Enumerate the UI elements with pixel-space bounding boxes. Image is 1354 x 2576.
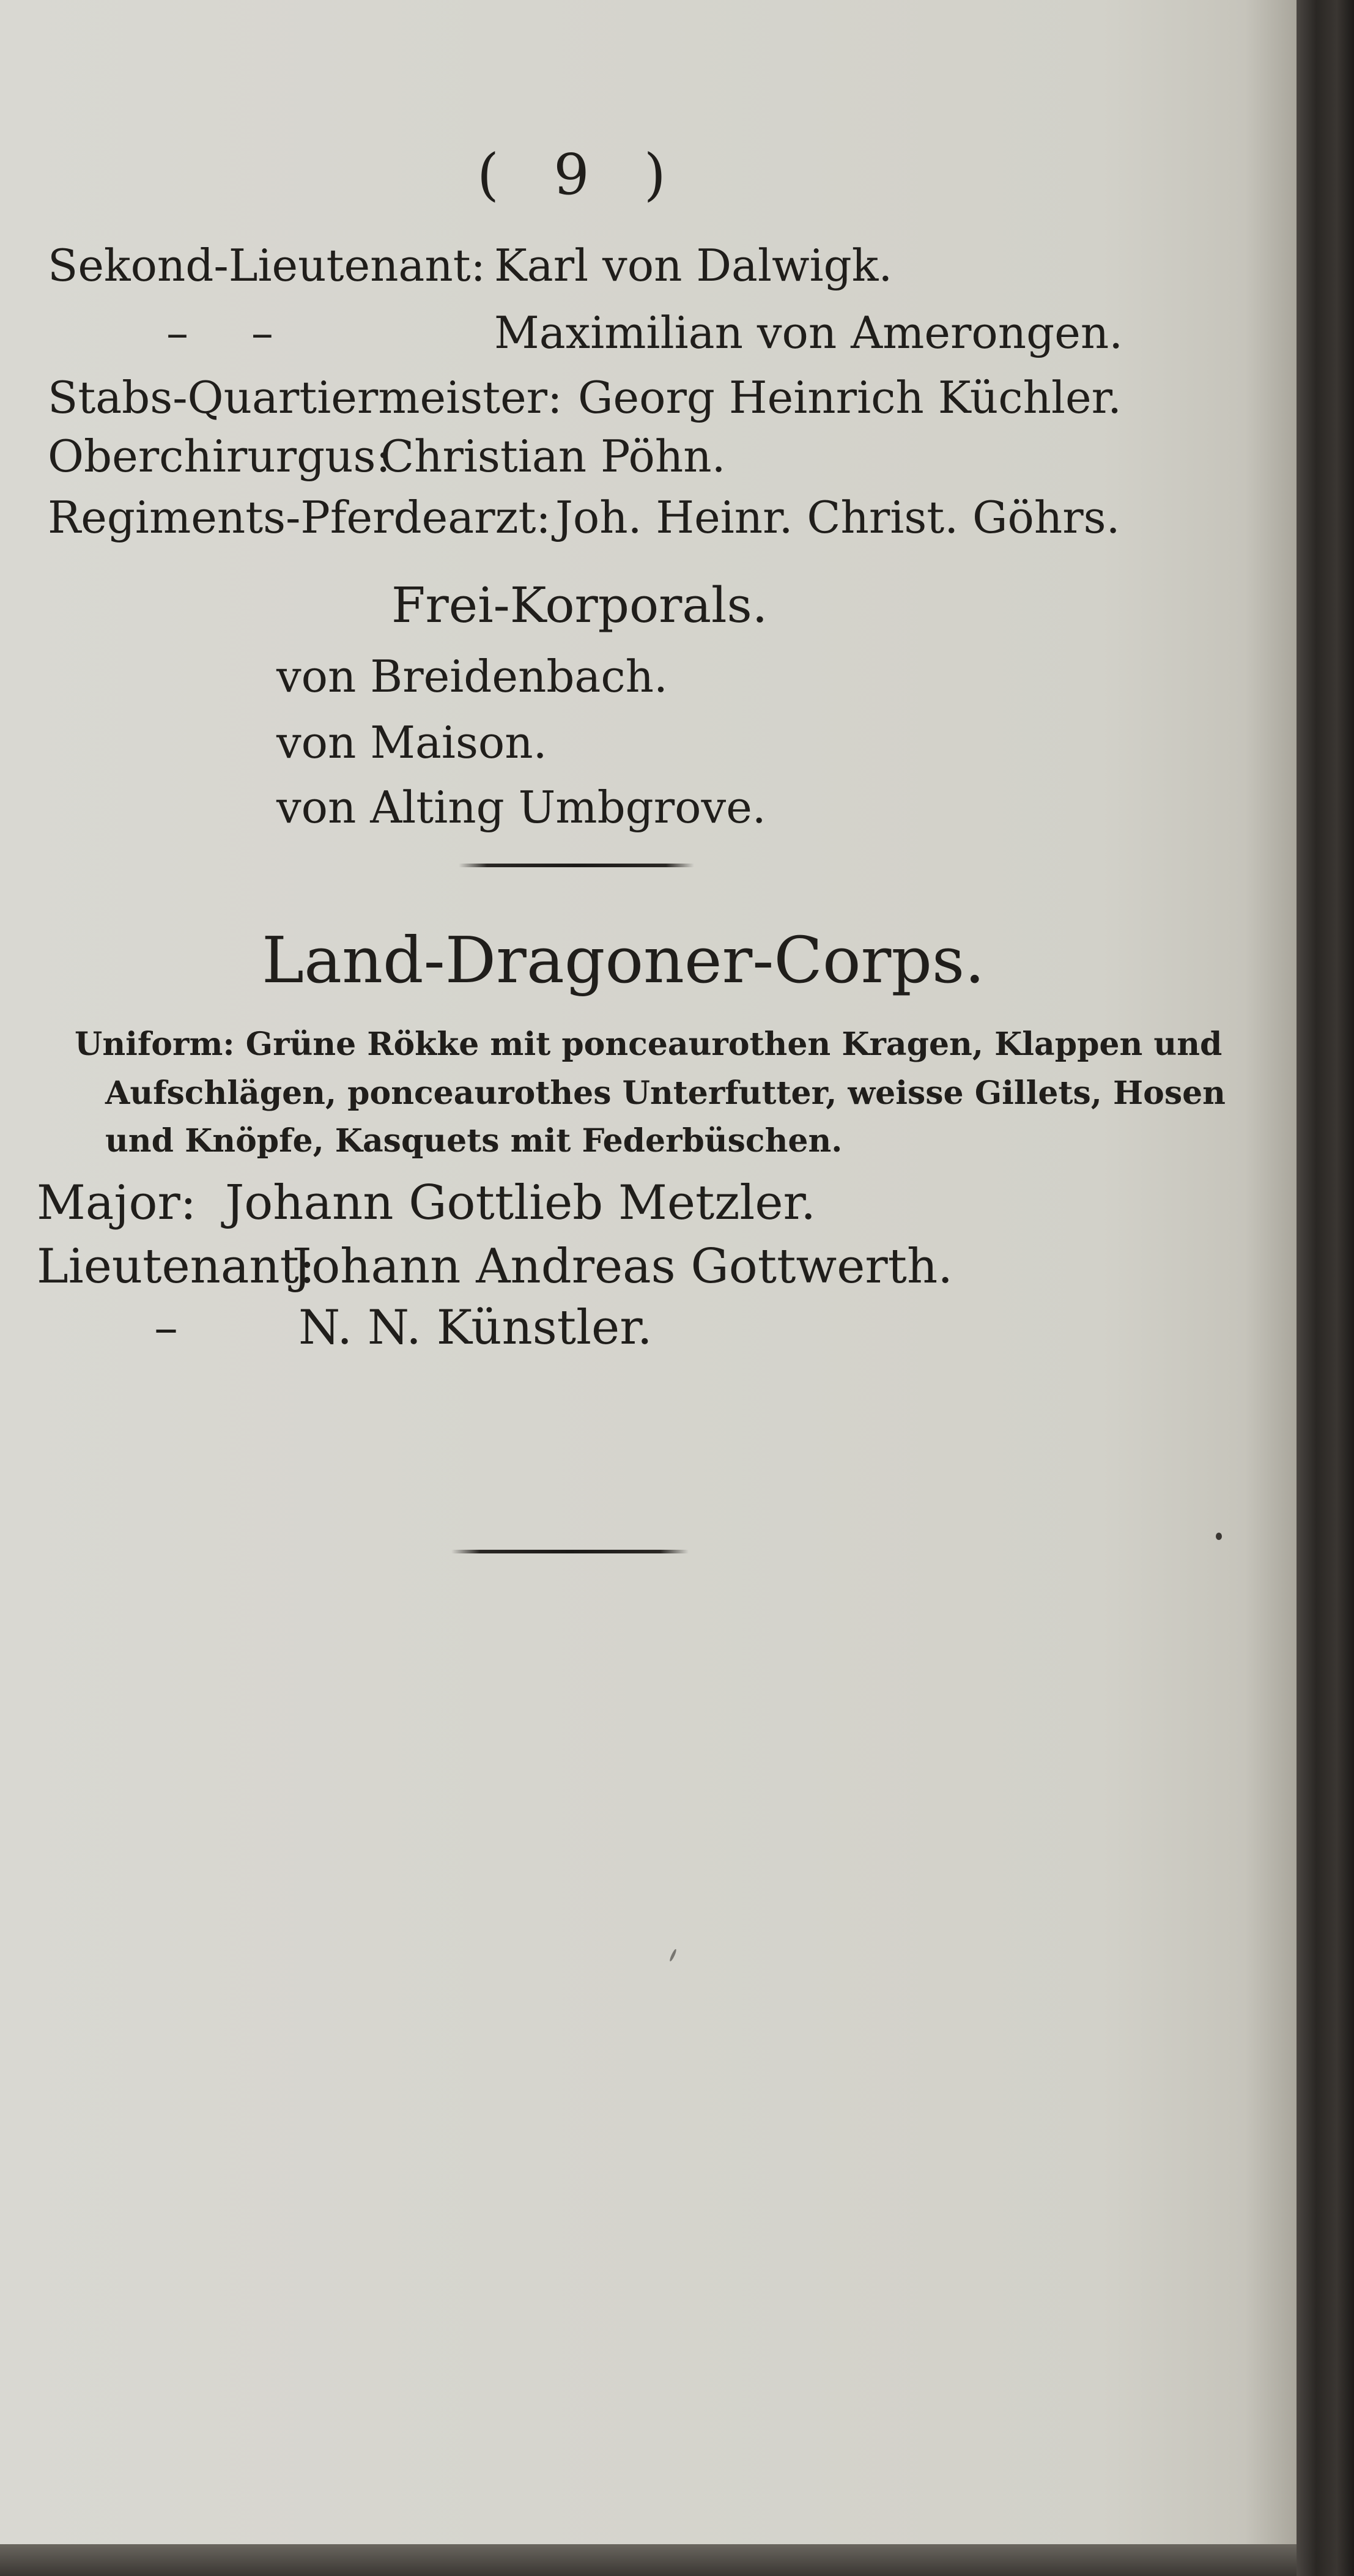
section-divider (459, 864, 694, 867)
corps-officer-title-ditto: – (154, 1300, 178, 1355)
page-number: ( 9 ) (477, 142, 684, 207)
officer-title: Stabs-Quartiermeister: (48, 372, 563, 423)
officer-name: Georg Heinrich Küchler. (578, 372, 1122, 423)
corporal-name: von Maison. (276, 717, 547, 768)
officer-title: Sekond-Lieutenant: (48, 240, 486, 291)
uniform-description-line: Aufschlägen, ponceaurothes Unterfutter, weisse Gillets, Hosen (105, 1075, 1226, 1112)
paper-speck (669, 1949, 678, 1962)
corps-officer-name: N. N. Künstler. (298, 1300, 653, 1355)
uniform-description-line: Uniform: Grüne Rökke mit ponceaurothen Kragen, Klappen und (75, 1026, 1223, 1063)
corps-officer-title: Major: (37, 1175, 197, 1231)
officer-name: Maximilian von Amerongen. (494, 307, 1123, 358)
corps-officer-title: Lieutenant: (37, 1239, 316, 1294)
end-divider (451, 1550, 689, 1553)
officer-title: Oberchirurgus: (48, 431, 391, 482)
paper-speck (1216, 1533, 1222, 1540)
officer-name: Christian Pöhn. (380, 431, 726, 482)
uniform-description-line: und Knöpfe, Kasquets mit Federbüschen. (105, 1122, 843, 1160)
officer-name: Joh. Heinr. Christ. Göhrs. (555, 492, 1120, 543)
corps-officer-name: Johann Andreas Gottwerth. (292, 1239, 953, 1294)
page-bottom-edge (0, 2544, 1297, 2576)
officer-title-ditto: – – (166, 307, 298, 358)
corps-officer-name: Johann Gottlieb Metzler. (225, 1175, 816, 1231)
corporal-name: von Breidenbach. (276, 651, 668, 702)
officer-name: Karl von Dalwigk. (494, 240, 893, 291)
section-heading-corps: Land-Dragoner-Corps. (262, 923, 985, 997)
officer-title: Regiments-Pferdearzt: (48, 492, 551, 543)
book-spine-edge (1297, 0, 1354, 2576)
corporal-name: von Alting Umbgrove. (276, 782, 766, 833)
section-heading-free-corporals: Frei-Korporals. (391, 577, 768, 634)
